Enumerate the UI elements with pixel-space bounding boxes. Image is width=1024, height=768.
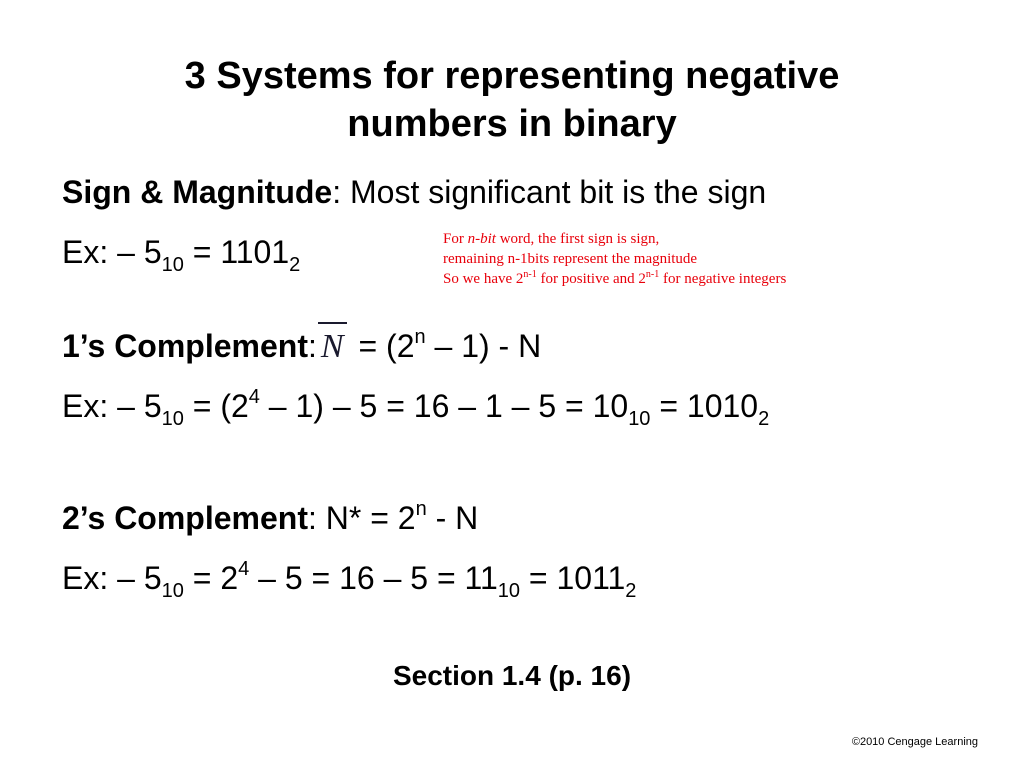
section-reference: Section 1.4 (p. 16) — [392, 660, 632, 691]
subscript: 10 — [628, 408, 651, 430]
subscript: 10 — [161, 580, 184, 602]
twos-complement-example — [62, 558, 637, 602]
superscript: n — [414, 326, 426, 348]
title-line-1: 3 Systems for representing negative — [184, 55, 840, 97]
annotation-line-2: remaining n-1bits represent the magnitude — [443, 251, 698, 267]
subscript: 2 — [289, 254, 301, 276]
slide-title — [60, 52, 964, 148]
formula-text: : N* = 2 — [307, 500, 416, 536]
annotation-text: For — [443, 231, 468, 247]
example-text: = 1101 — [183, 234, 290, 270]
annotation-text: for negative integers — [659, 271, 787, 287]
formula-text: – 1) - N — [425, 328, 542, 364]
example-text: Ex: – 5 — [62, 560, 162, 596]
sign-magnitude-definition — [62, 174, 766, 211]
sign-magnitude-description: : Most significant bit is the sign — [332, 174, 767, 210]
superscript: n-1 — [645, 269, 660, 280]
annotation-line-3 — [443, 269, 786, 291]
annotation-text: word, the first sign is sign, — [495, 231, 660, 247]
subscript: 2 — [758, 408, 770, 430]
example-text: – 5 = 16 – 5 = 11 — [249, 560, 498, 596]
annotation-italic: n-bit — [467, 231, 496, 247]
example-text: = 1010 — [650, 388, 759, 424]
subscript: 10 — [161, 408, 184, 430]
subscript: 2 — [625, 580, 637, 602]
example-text: – 1) – 5 = 16 – 1 – 5 = 10 — [259, 388, 629, 424]
sign-magnitude-example — [62, 234, 301, 276]
example-text: = 1011 — [520, 560, 626, 596]
annotation-text: for positive and 2 — [536, 271, 646, 287]
annotation-line-1 — [443, 229, 786, 249]
annotation-text: So we have 2 — [443, 271, 524, 287]
superscript: n-1 — [523, 269, 537, 280]
superscript: 4 — [238, 558, 250, 580]
n-bit-annotation — [443, 229, 786, 291]
copyright-footer: ©2010 Cengage Learning — [851, 736, 978, 748]
twos-complement-definition — [62, 500, 478, 537]
ones-complement-definition — [62, 328, 541, 366]
formula-text: = (2 — [349, 328, 415, 364]
title-line-2: numbers in binary — [347, 103, 677, 145]
example-text: Ex: – 5 — [62, 388, 162, 424]
ones-complement-label: 1’s Complement — [62, 328, 308, 364]
superscript: n — [415, 498, 427, 520]
superscript: 4 — [248, 386, 260, 408]
example-text: Ex: – 5 — [62, 234, 162, 270]
subscript: 10 — [497, 580, 520, 602]
example-text: = 2 — [183, 560, 239, 596]
subscript: 10 — [161, 254, 184, 276]
twos-complement-label: 2’s Complement — [62, 500, 308, 536]
ones-complement-example — [62, 386, 770, 430]
n-bar-symbol: N — [320, 328, 344, 365]
sign-magnitude-label: Sign & Magnitude — [62, 174, 333, 210]
colon: : — [307, 328, 317, 364]
example-text: = (2 — [183, 388, 249, 424]
formula-text: - N — [426, 500, 479, 536]
